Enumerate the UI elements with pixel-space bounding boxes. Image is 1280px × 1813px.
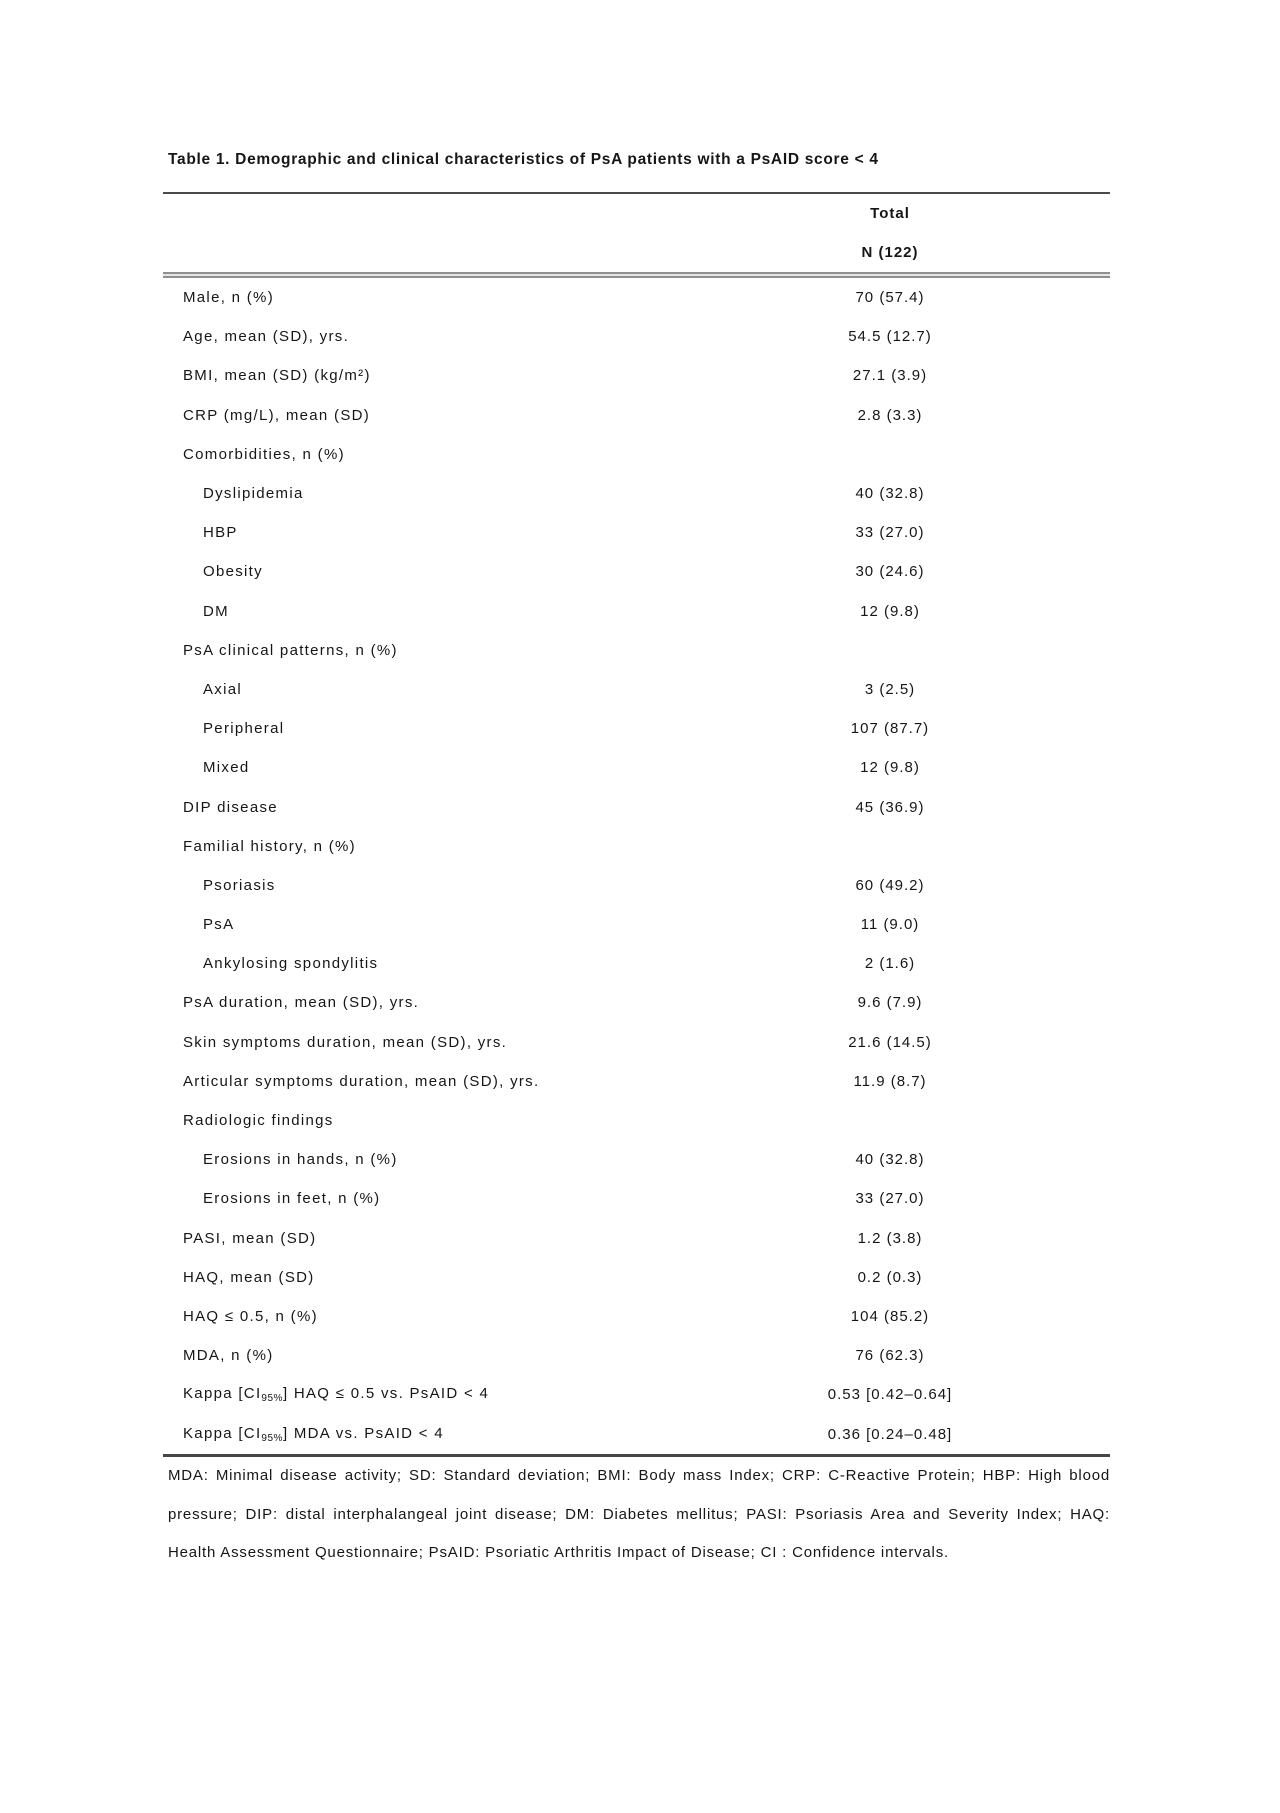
table-row [163, 827, 1110, 866]
table-row [163, 513, 1110, 552]
row-label [163, 994, 670, 1011]
row-label-text: Age, mean (SD), yrs. [183, 328, 350, 346]
table-row [163, 1219, 1110, 1258]
row-label [163, 289, 670, 306]
row-value: 107 (87.7) [850, 720, 930, 738]
row-label [163, 955, 670, 972]
table-row [163, 905, 1110, 944]
row-label-text: HAQ ≤ 0.5, n (%) [183, 1307, 318, 1325]
row-label-text: Peripheral [203, 720, 285, 738]
row-label [163, 1190, 670, 1207]
row-label-text: DIP disease [183, 798, 278, 816]
row-label-text: Male, n (%) [183, 289, 274, 307]
row-value: 3 (2.5) [864, 680, 916, 698]
row-value: 2 (1.6) [864, 955, 916, 973]
row-label-text: Psoriasis [203, 876, 276, 894]
row-label [163, 799, 670, 816]
row-value: 12 (9.8) [860, 759, 920, 777]
row-label-text: CRP (mg/L), mean (SD) [183, 406, 371, 424]
row-label [163, 446, 670, 463]
row-label-text: PsA clinical patterns, n (%) [183, 641, 398, 659]
row-label-text: DM [203, 602, 229, 620]
row-label-text: Familial history, n (%) [183, 837, 356, 855]
row-value: 33 (27.0) [855, 524, 925, 542]
table-row [163, 670, 1110, 709]
table-body [163, 278, 1110, 1454]
table-row [163, 1297, 1110, 1336]
row-label [163, 1034, 670, 1051]
row-value: 9.6 (7.9) [857, 994, 923, 1012]
table-row [163, 278, 1110, 317]
row-label [163, 1230, 670, 1247]
table-header [163, 194, 1110, 272]
row-label-text: Kappa [CI [183, 1424, 262, 1442]
demographics-table [163, 192, 1110, 1457]
row-value: 11 (9.0) [860, 916, 920, 934]
row-label-text: HAQ, mean (SD) [183, 1268, 315, 1286]
row-label-text: Radiologic findings [183, 1112, 334, 1130]
row-label-text: Mixed [203, 759, 250, 777]
table-row [163, 1258, 1110, 1297]
row-value: 0.36 [0.24–0.48] [827, 1425, 953, 1443]
table-row [163, 592, 1110, 631]
row-label-subscript: 95% [261, 1432, 283, 1444]
row-label-text: ] MDA vs. PsAID < 4 [282, 1424, 444, 1442]
table-row [163, 396, 1110, 435]
row-value: 30 (24.6) [855, 563, 925, 581]
row-label [163, 563, 670, 580]
table-row [163, 1336, 1110, 1375]
row-label [163, 328, 670, 345]
row-label-text: Comorbidities, n (%) [183, 445, 345, 463]
table-row [163, 787, 1110, 826]
column-header-total: Total [870, 205, 910, 222]
row-label [163, 877, 670, 894]
row-value: 0.2 (0.3) [857, 1268, 923, 1286]
row-label-text: HBP [203, 524, 238, 542]
row-value: 76 (62.3) [855, 1347, 925, 1365]
table-row [163, 1140, 1110, 1179]
row-label-text: PsA [203, 916, 235, 934]
table-row [163, 1179, 1110, 1218]
table-row [163, 317, 1110, 356]
row-value: 60 (49.2) [855, 876, 925, 894]
table-footnote: MDA: Minimal disease activity; SD: Standard deviation; BMI: Body mass Index; CRP: C-Reactive Protein; HBP: High blood pressure; DIP: distal interphalangeal joint disease; DM: Diabetes mellitus; PASI: Psoriasis Area and Severity Index; HAQ: Health Assessment Questionnaire; PsAID: Psoriatic Arthritis Impact of Disease; CI : Confidence intervals. [168, 1467, 1110, 1562]
row-value: 40 (32.8) [855, 485, 925, 503]
table-row [163, 983, 1110, 1022]
row-label [163, 916, 670, 933]
row-label [163, 407, 670, 424]
row-value: 27.1 (3.9) [852, 367, 928, 385]
row-label [163, 1347, 670, 1364]
row-label-text: BMI, mean (SD) (kg/m²) [183, 367, 371, 385]
row-label [163, 642, 670, 659]
row-value: 1.2 (3.8) [857, 1229, 923, 1247]
table-row [163, 709, 1110, 748]
row-label-text: ] HAQ ≤ 0.5 vs. PsAID < 4 [282, 1385, 490, 1403]
row-value: 2.8 (3.3) [857, 406, 923, 424]
table-row [163, 552, 1110, 591]
row-value: 45 (36.9) [855, 798, 925, 816]
table-row [163, 1375, 1110, 1414]
row-label [163, 1073, 670, 1090]
row-value: 70 (57.4) [855, 289, 925, 307]
row-label [163, 838, 670, 855]
row-value: 54.5 (12.7) [848, 328, 932, 346]
row-label [163, 1425, 670, 1444]
row-label [163, 681, 670, 698]
table-row [163, 1101, 1110, 1140]
row-label [163, 1308, 670, 1325]
row-label [163, 524, 670, 541]
row-label [163, 759, 670, 776]
row-value: 0.53 [0.42–0.64] [827, 1386, 953, 1404]
table-row [163, 356, 1110, 395]
table-row [163, 631, 1110, 670]
row-label-text: Obesity [203, 563, 263, 581]
row-value: 21.6 (14.5) [848, 1033, 932, 1051]
row-value: 11.9 (8.7) [853, 1072, 927, 1090]
row-label [163, 1112, 670, 1129]
row-label-text: Articular symptoms duration, mean (SD), yrs. [183, 1072, 540, 1090]
table-title: Table 1. Demographic and clinical characteristics of PsA patients with a PsAID score < 4 [168, 151, 879, 168]
row-label-text: Ankylosing spondylitis [203, 955, 379, 973]
row-label-text: Erosions in hands, n (%) [203, 1151, 398, 1169]
row-label-text: Axial [203, 680, 243, 698]
row-label-text: PASI, mean (SD) [183, 1229, 317, 1247]
table-row [163, 1023, 1110, 1062]
row-label [163, 485, 670, 502]
table-row [163, 866, 1110, 905]
row-label-text: Erosions in feet, n (%) [203, 1190, 381, 1208]
row-label-text: Dyslipidemia [203, 485, 304, 503]
row-label [163, 367, 670, 384]
column-header-n: N (122) [861, 244, 919, 261]
row-label-text: Skin symptoms duration, mean (SD), yrs. [183, 1033, 508, 1051]
table-row [163, 474, 1110, 513]
table-row [163, 944, 1110, 983]
row-label [163, 1269, 670, 1286]
row-label-subscript: 95% [261, 1393, 283, 1405]
row-label [163, 603, 670, 620]
row-value: 12 (9.8) [860, 602, 920, 620]
row-label-text: MDA, n (%) [183, 1347, 274, 1365]
table-row [163, 1062, 1110, 1101]
row-label [163, 720, 670, 737]
table-row [163, 435, 1110, 474]
table-row [163, 1414, 1110, 1453]
row-value: 33 (27.0) [855, 1190, 925, 1208]
row-value: 104 (85.2) [850, 1307, 930, 1325]
table-row [163, 748, 1110, 787]
row-label-text: Kappa [CI [183, 1385, 262, 1403]
row-label-text: PsA duration, mean (SD), yrs. [183, 994, 420, 1012]
row-label [163, 1385, 670, 1404]
row-label [163, 1151, 670, 1168]
row-value: 40 (32.8) [855, 1151, 925, 1169]
